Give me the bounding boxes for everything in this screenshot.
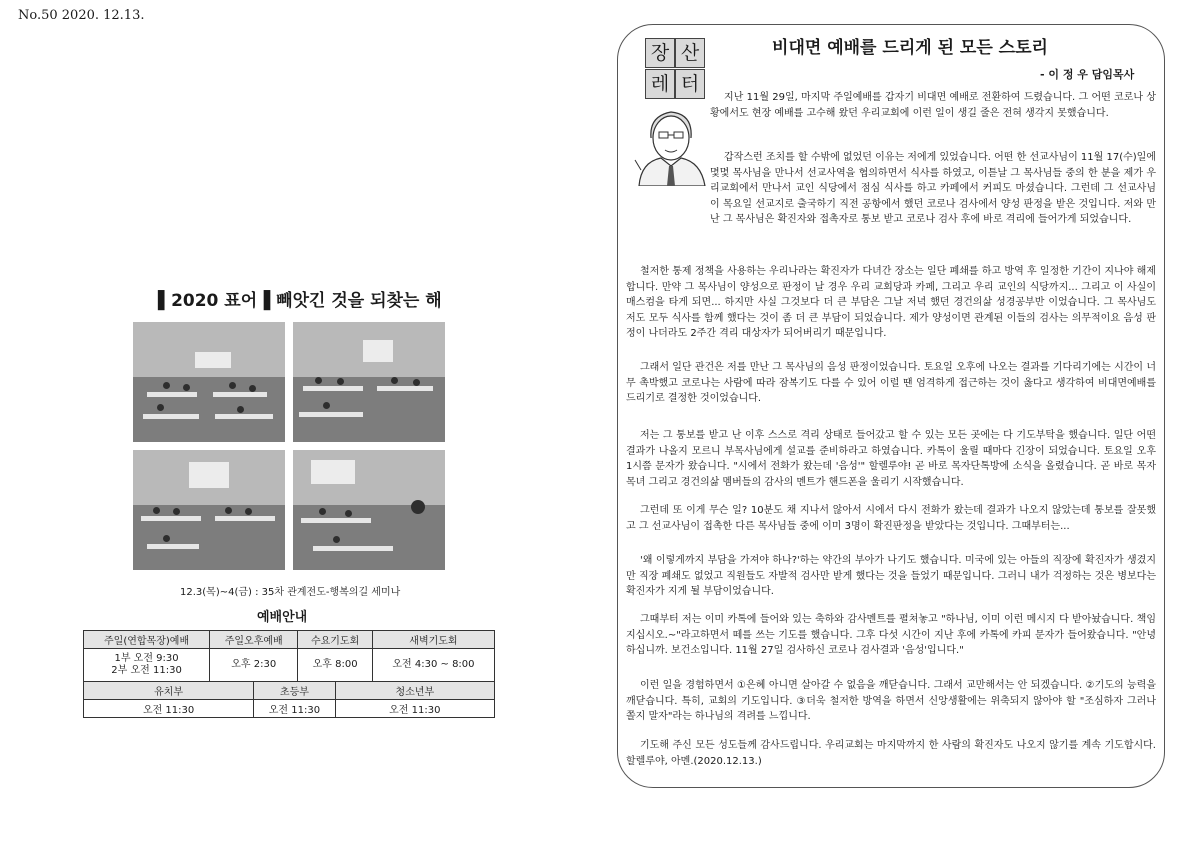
schedule-cell: 오전 11:30 [84,700,254,718]
article-paragraph: '왜 이렇게까지 부담을 가져야 하나?'하는 약간의 부아가 나기도 했습니다. 미국에 있는 아들의 직장에 확진자가 생겼지만 직장 폐쇄도 없었고 직원들도 자발적 검사만 받게 했다는 것을 들었기 때문입니다. 그러니 내가 걱정하는 것은 병보다는 확진자가 지게 될 부담이었습니다. [626,555,1156,597]
logo-char: 산 [675,38,705,68]
logo-char: 터 [675,69,705,99]
service-guide-title: 예배안내 [257,610,308,625]
schedule-cell: 오후 2:30 [210,649,298,682]
article-paragraph: 저는 그 통보를 받고 난 이후 스스로 격리 상태로 들어갔고 할 수 있는 모든 곳에는 다 기도부탁을 했습니다. 일단 어떤 결과가 나올지 모르니 부목사님에게 설교를 준비하라고 하였습니다. 카톡이 울릴 때마다 긴장이 되었습니다. 토요일 오후 1시쯤 문자가 왔습니다. "시에서 전화가 왔는데 '음성'" 할렐루야! 곧 바로 목자단톡방에 소식을 올렸습니다. 곧 바로 목자 목녀 그리고 경건의삶 멤버들의 감사의 멘트가 핸드폰을 울리기 시작했습니다. [626,430,1156,488]
header-cell: 수요기도회 [298,631,373,649]
article-author: - 이 정 우 담임목사 [1040,68,1135,81]
seminar-photo [133,450,285,570]
header-cell: 청소년부 [335,682,494,700]
photo-caption: 12.3(목)~4(금) : 35차 관계전도-행복의길 세미나 [180,587,401,598]
service-schedule-table [83,630,495,718]
header-cell: 새벽기도회 [372,631,494,649]
article-paragraph: 기도해 주신 모든 성도들께 감사드립니다. 우리교회는 마지막까지 한 사람의 확진자도 나오지 않기를 계속 기도합시다. 할렐루야, 아멘.(2020.12.13.) [626,740,1156,767]
article-paragraph: 그런데 또 이게 무슨 일? 10분도 채 지나서 않아서 시에서 다시 전화가 왔는데 결과가 나오지 않았는데 통보를 잘못했고 그 선교사님이 접촉한 다른 목사님들 중에 이미 3명이 확진판정을 받았다는 것입니다. 그때부터는... [626,505,1156,532]
schedule-cell: 1부 오전 9:30 2부 오전 11:30 [84,649,210,682]
table-row [84,649,495,682]
issue-number: No.50 2020. 12.13. [18,8,145,23]
schedule-cell: 오후 8:00 [298,649,373,682]
seminar-photo [133,322,285,442]
header-cell: 초등부 [254,682,335,700]
schedule-cell: 오전 11:30 [254,700,335,718]
article-paragraph: 이런 일을 경험하면서 ①은혜 아니면 살아갈 수 없음을 깨닫습니다. 그래서 교만해서는 안 되겠습니다. ②기도의 능력을 깨닫습니다. 특히, 교회의 기도입니다. ③더욱 철저한 방역을 하면서 신앙생활에는 위축되지 않아야 할 "조심하자 그러나 쫄지 말자"라는 하나님의 격려를 느낍니다. [626,680,1156,722]
table-row [84,700,495,718]
schedule-cell: 오전 4:30 ~ 8:00 [372,649,494,682]
yearly-motto: ▌2020 표어▐ 빼앗긴 것을 되찾는 해 [158,291,442,311]
logo-char: 레 [645,69,675,99]
article-paragraph: 그래서 일단 관건은 저를 만난 그 목사님의 음성 판정이었습니다. 토요일 오후에 나오는 결과를 기다리기에는 시간이 너무 촉박했고 코로나는 사람에 따라 잠복기도 다를 수 있어 이럴 땐 엄격하게 접근하는 것이 옳다고 생각하여 비대면예배를 드리기로 결정한 것이었습니다. [626,362,1156,404]
header-cell: 주일(연합목장)예배 [84,631,210,649]
column-logo [645,38,705,100]
pastor-portrait-illustration [631,100,713,186]
table-header-row [84,682,495,700]
article-title: 비대면 예배를 드리게 된 모든 스토리 [772,38,1048,58]
schedule-cell: 오전 11:30 [335,700,494,718]
header-cell: 주일오후예배 [210,631,298,649]
seminar-photo-grid [133,322,445,572]
header-cell: 유치부 [84,682,254,700]
seminar-photo [293,322,445,442]
article-paragraph: 그때부터 저는 이미 카톡에 들어와 있는 축하와 감사멘트를 펼쳐놓고 "하나님, 이미 이런 메시지 다 받아놨습니다. 책임지십시오.~"라고하면서 떼를 쓰는 기도를 했습니다. 그후 다섯 시간이 지난 후에 카톡에 카피 문자가 들어왔습니다. "안녕하십니까. 보건소입니다. 11월 27일 검사하신 코로나 검사결과 '음성'입니다." [626,614,1156,656]
seminar-photo [293,450,445,570]
logo-char: 장 [645,38,675,68]
article-paragraph: 철저한 통제 정책을 사용하는 우리나라는 확진자가 다녀간 장소는 일단 폐쇄를 하고 방역 후 일정한 기간이 지나야 해제합니다. 만약 그 목사님이 양성으로 판정이 날 경우 우리 교회당과 카페, 그리고 우리 교인의 식당까지... 그리고 이 사실이 매스컴을 타게 되면... 하지만 사실 그것보다 더 큰 부담은 그날 저녁 했던 경건의삶 성경공부반 이었습니다. 그 목사님도 저도 모두 식사를 함께 했다는 것이 좀 더 큰 부담이 되었습니다. 제가 양성이면 관계된 이들의 검사는 의무적이요 음성 판정이 나더라도 2주간 격리 대상자가 되어버리기 때문입니다. [626,266,1156,339]
article-paragraph: 지난 11월 29일, 마지막 주일예배를 갑자기 비대면 예배로 전환하여 드렸습니다. 그 어떤 코로나 상황에서도 현장 예배를 고수해 왔던 우리교회에 이런 일이 생길 줄은 전혀 생각지 못했습니다. [710,92,1156,119]
table-header-row [84,631,495,649]
article-paragraph: 갑작스런 조치를 할 수밖에 없었던 이유는 저에게 있었습니다. 어떤 한 선교사님이 11월 17(수)일에 몇몇 목사님을 만나서 선교사역을 협의하면서 식사를 하였고, 이튿날 그 목사님들 중의 한 분을 제가 우리교회에서 만나서 교인 식당에서 점심 식사를 하고 카페에서 커피도 마셨습니다. 그런데 그 선교사님이 목요일 선교지로 출국하기 직전 공항에서 했던 코로나 검사에서 양성 판정을 받은 것입니다. 저와 만난 그 목사님은 확진자와 접촉자로 통보 받고 코로나 검사 후에 바로 격리에 들어가게 되었습니다. [710,152,1156,225]
